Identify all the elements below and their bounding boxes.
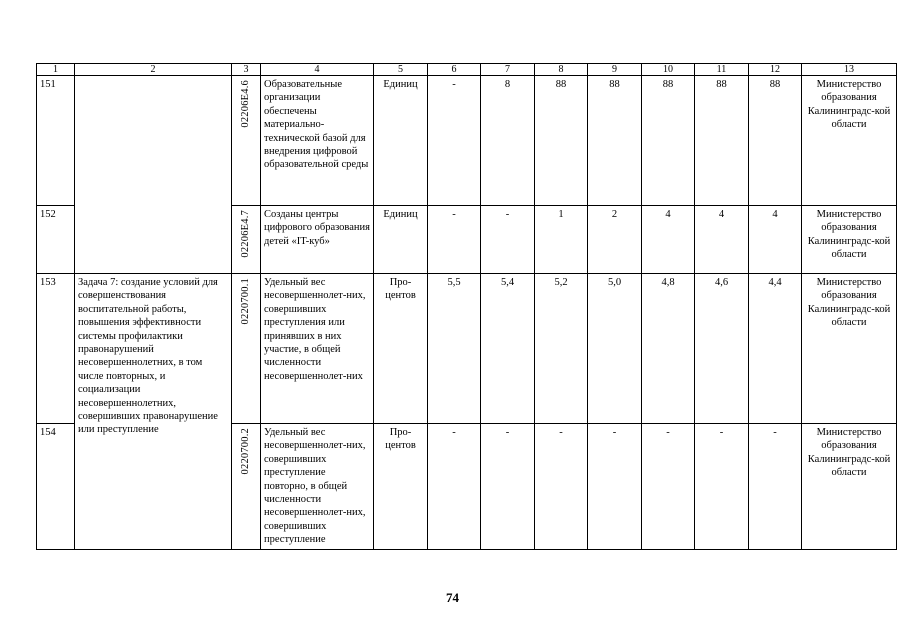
task-description: Задача 7: создание условий для совершенствования воспитательной работы, повышения эффективности системы профилактики правонарушений несовершеннолетних, в том числе повторных, и социализации несовершеннолетних, совершивших правонарушение или преступление: [75, 274, 232, 550]
row-value: 5,2: [535, 274, 588, 424]
row-code: 0220700.2: [240, 428, 252, 475]
row-value: 4,4: [749, 274, 802, 424]
table-body: [37, 64, 897, 550]
row-value: 8: [481, 76, 535, 206]
table-row: [37, 76, 897, 206]
row-value: 4,6: [695, 274, 749, 424]
row-unit: Про-центов: [374, 274, 428, 424]
header-row: [37, 64, 897, 76]
header-cell: 7: [481, 64, 535, 76]
row-number: 154: [37, 424, 75, 550]
row-unit: Про-центов: [374, 424, 428, 550]
row-value: -: [588, 424, 642, 550]
row-value: 5,5: [428, 274, 481, 424]
row-value: 4: [749, 206, 802, 274]
table-row: [37, 274, 897, 424]
row-indicator: Созданы центры цифрового образования детей «IT-куб»: [261, 206, 374, 274]
page-number: 74: [446, 590, 459, 605]
row-number: 153: [37, 274, 75, 424]
header-cell: 12: [749, 64, 802, 76]
row-value: -: [481, 424, 535, 550]
row-value: 88: [749, 76, 802, 206]
header-cell: 8: [535, 64, 588, 76]
row-value: 4: [695, 206, 749, 274]
header-cell: 6: [428, 64, 481, 76]
header-cell: 4: [261, 64, 374, 76]
row-value: 5,0: [588, 274, 642, 424]
header-cell: 10: [642, 64, 695, 76]
row-value: 88: [588, 76, 642, 206]
row-responsible: Министерство образования Калининградс-кой области: [802, 76, 897, 206]
row-number: 152: [37, 206, 75, 274]
row-code-cell: [232, 76, 261, 206]
row-value: 5,4: [481, 274, 535, 424]
row-value: 88: [695, 76, 749, 206]
row-value: -: [695, 424, 749, 550]
row-responsible: Министерство образования Калининградс-кой области: [802, 206, 897, 274]
header-cell: 5: [374, 64, 428, 76]
row-code: 0220700.1: [240, 278, 252, 325]
header-cell: 1: [37, 64, 75, 76]
row-value: -: [428, 76, 481, 206]
header-cell: 13: [802, 64, 897, 76]
header-cell: 9: [588, 64, 642, 76]
row-indicator: Удельный вес несовершеннолет-них, совершивших преступление повторно, в общей численности несовершеннолет-них, совершивших преступление: [261, 424, 374, 550]
row-responsible: Министерство образования Калининградс-кой области: [802, 274, 897, 424]
row-value: -: [481, 206, 535, 274]
indicators-table: [36, 63, 897, 550]
row-value: -: [749, 424, 802, 550]
row-value: 1: [535, 206, 588, 274]
header-cell: 3: [232, 64, 261, 76]
row-code-cell: [232, 206, 261, 274]
row-unit: Единиц: [374, 76, 428, 206]
row-indicator: Образовательные организации обеспечены материально-технической базой для внедрения цифровой образовательной среды: [261, 76, 374, 206]
row-code-cell: [232, 424, 261, 550]
row-value: -: [428, 206, 481, 274]
row-code-cell: [232, 274, 261, 424]
row-value: 88: [535, 76, 588, 206]
row-value: 4: [642, 206, 695, 274]
row-value: 2: [588, 206, 642, 274]
header-cell: 11: [695, 64, 749, 76]
row-code: 02206E4.6: [240, 80, 252, 128]
row-value: -: [535, 424, 588, 550]
row-value: -: [642, 424, 695, 550]
empty-task-cell: [75, 76, 232, 274]
row-indicator: Удельный вес несовершеннолет-них, совершивших преступления или принявших в них участие, в общей численности несовершеннолет-них: [261, 274, 374, 424]
header-cell: 2: [75, 64, 232, 76]
row-value: 88: [642, 76, 695, 206]
row-value: 4,8: [642, 274, 695, 424]
row-unit: Единиц: [374, 206, 428, 274]
row-responsible: Министерство образования Калининградс-кой области: [802, 424, 897, 550]
row-code: 02206E4.7: [240, 210, 252, 258]
row-value: -: [428, 424, 481, 550]
row-number: 151: [37, 76, 75, 206]
